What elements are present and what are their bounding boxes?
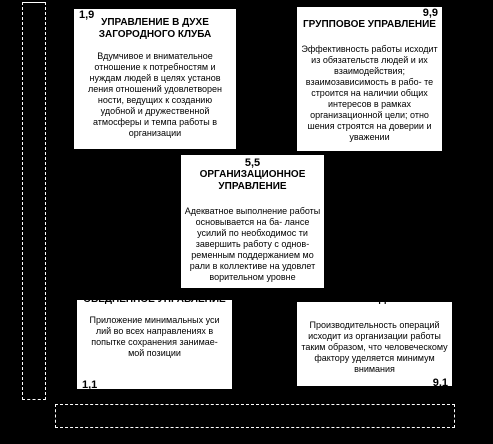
box-organizational-management [181, 155, 324, 288]
score-label: 9,9 [422, 7, 438, 19]
box-description: Адекватное выполнение работы основывается на ба- лансе усилий по необходимос ти завершить работу с однов- ременным поддержанием мо рали в коллективе на удовлет ворительном уровне [184, 206, 321, 282]
box-description: Производительность операций исходит из организации работы таким образом, что человеческому фактору уделяется минимум внимания [301, 320, 448, 374]
score-label: 1,1 [82, 379, 98, 391]
score-label: 5,5 [244, 157, 261, 169]
box-description: Приложение минимальных уси лий во всех направлениях в попытке сохранения занимае- мой позиции [89, 315, 220, 358]
box-impoverished-management [77, 294, 232, 391]
box-title: ВЛАСТЬ - ПОДЧИНЕНИЕ [313, 294, 436, 305]
box-title: ГРУППОВОЕ УПРАВЛЕНИЕ [303, 19, 436, 30]
box-title: ОРГАНИЗАЦИОННОЕ УПРАВЛЕНИЕ [199, 169, 306, 192]
score-label: 9,1 [432, 377, 448, 389]
box-authority-compliance [297, 294, 452, 389]
box-title: ОБЕДНЕННОЕ УПРАВЛЕНИЕ [83, 294, 226, 305]
box-team-management [297, 7, 442, 151]
box-title: УПРАВЛЕНИЕ В ДУХЕ ЗАГОРОДНОГО КЛУБА [98, 17, 212, 40]
score-label: 1,9 [79, 9, 95, 21]
box-country-club-management [74, 9, 236, 149]
horizontal-axis-frame [55, 404, 455, 428]
vertical-axis-frame [22, 2, 46, 400]
box-description: Вдумчивое и внимательное отношение к потребностям и нуждам людей в целях установ ления отношений удовлетворен ности, ведущих к созданию удобной и дружественной атмосферы и темпа работы в организации [87, 51, 223, 138]
box-description: Эффективность работы исходит из обязательств людей и их взаимодействия; взаимозависимость в рабо- те строится на наличии общих интересов в рамках организационной цели; отно шения строятся на доверии и уважении [301, 44, 438, 142]
